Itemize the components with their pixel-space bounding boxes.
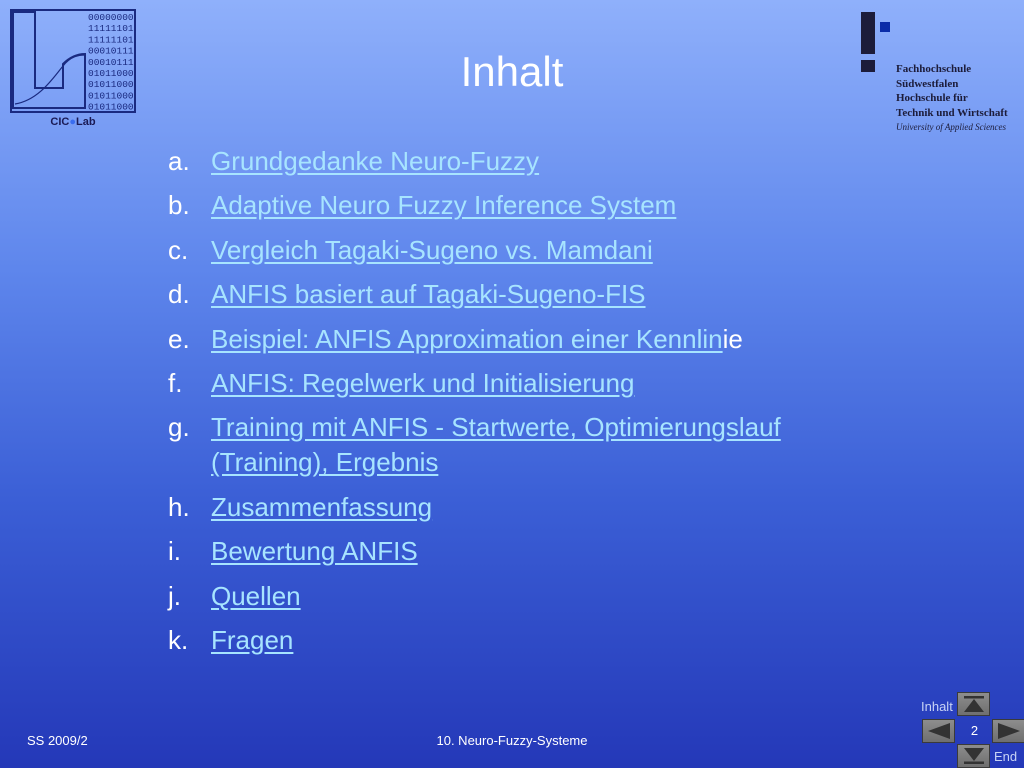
toc-item <box>168 410 868 480</box>
footer-semester: SS 2009/2 <box>27 733 88 748</box>
toc-item-body <box>211 623 293 658</box>
cic-dot-icon: ● <box>69 116 77 128</box>
toc-item <box>168 623 868 658</box>
footer-lecture-title: 10. Neuro-Fuzzy-Systeme <box>436 733 588 748</box>
toc-item-body <box>211 322 743 357</box>
triangle-down-icon <box>964 748 984 764</box>
toc-item-body <box>211 490 432 525</box>
toc-item-body <box>211 277 646 312</box>
university-line-2: Südwestfalen <box>896 77 959 90</box>
toc-item-body <box>211 188 676 223</box>
toc-item <box>168 277 868 312</box>
toc-item-link[interactable]: Adaptive Neuro Fuzzy Inference System <box>211 190 677 221</box>
triangle-right-icon <box>998 723 1020 739</box>
toc-item-letter: k. <box>168 624 189 655</box>
toc-item-link[interactable]: Training mit ANFIS - Startwerte, Optimierungslauf (Training), Ergebnis <box>211 412 781 478</box>
university-line-3: Hochschule für <box>896 92 968 104</box>
toc-item-link[interactable]: Grundgedanke Neuro-Fuzzy <box>211 146 540 176</box>
cic-binary-line: 01011000 <box>88 79 134 91</box>
nav-end-label[interactable]: End <box>994 749 1018 764</box>
toc-item-link[interactable]: Vergleich Tagaki-Sugeno vs. Mamdani <box>211 234 653 265</box>
toc-item-letter: a. <box>168 146 190 176</box>
toc-item-letter: d. <box>168 279 190 310</box>
toc-item-link[interactable]: Zusammenfassung <box>211 491 433 522</box>
toc-item-letter: g. <box>168 412 190 443</box>
nav-contents-label[interactable]: Inhalt <box>921 699 953 714</box>
cic-lab-name <box>9 116 137 128</box>
cic-binary-line: 01011000 <box>88 90 134 102</box>
cic-binary-line: 01011000 <box>88 68 134 79</box>
toc-item-link[interactable]: ANFIS basiert auf Tagaki-Sugeno-FIS <box>211 279 646 310</box>
cic-binary-line: 11111101 <box>88 34 134 46</box>
toc-item-link[interactable]: Bewertung ANFIS <box>211 536 418 567</box>
toc-item-body <box>211 534 418 569</box>
cic-name-left: CIC <box>50 116 70 128</box>
table-of-contents <box>168 144 868 667</box>
toc-item <box>168 233 868 268</box>
toc-item <box>168 144 868 179</box>
toc-item <box>168 366 868 401</box>
toc-item-body <box>211 233 653 268</box>
triangle-left-icon <box>928 723 950 739</box>
toc-item-body <box>211 579 301 614</box>
university-line-1: Fachhochschule <box>896 63 972 75</box>
cic-binary-line: 00010111 <box>88 45 134 57</box>
toc-item-link[interactable]: Beispiel: ANFIS Approximation einer Kennlin <box>211 323 723 354</box>
cic-binary-line: 01011000 <box>88 101 134 113</box>
toc-item-tail: ie <box>722 323 743 354</box>
toc-item-letter: b. <box>168 190 190 221</box>
toc-item <box>168 490 868 525</box>
page-number: 2 <box>970 723 979 738</box>
nav-end-button[interactable] <box>957 744 990 768</box>
toc-item-link[interactable]: Quellen <box>211 580 301 611</box>
toc-item-body <box>211 410 868 480</box>
slide-title: Inhalt <box>460 48 564 95</box>
toc-item-body <box>211 144 539 179</box>
university-line-4: Technik und Wirtschaft <box>896 106 1008 119</box>
nav-previous-button[interactable] <box>922 719 955 743</box>
toc-item-letter: f. <box>168 367 183 398</box>
triangle-up-icon <box>964 696 984 712</box>
toc-item-body <box>211 366 634 401</box>
cic-binary-line: 00000000 <box>88 12 134 23</box>
nav-up-button[interactable] <box>957 692 990 716</box>
nav-next-button[interactable] <box>992 719 1024 743</box>
toc-item <box>168 534 868 569</box>
toc-item-letter: e. <box>168 323 190 354</box>
toc-item-letter: i. <box>168 536 181 567</box>
cic-binary-line: 00010111 <box>88 56 134 68</box>
toc-item <box>168 188 868 223</box>
university-line-en: University of Applied Sciences <box>896 122 1007 132</box>
toc-item <box>168 322 868 357</box>
cic-binary-line: 11111101 <box>88 23 134 35</box>
cic-name-right: Lab <box>76 116 96 128</box>
toc-item <box>168 579 868 614</box>
toc-item-link[interactable]: Fragen <box>211 624 294 655</box>
toc-item-letter: j. <box>168 580 181 611</box>
toc-item-letter: c. <box>168 234 189 265</box>
toc-item-link[interactable]: ANFIS: Regelwerk und Initialisierung <box>211 367 635 398</box>
toc-item-letter: h. <box>168 491 190 522</box>
